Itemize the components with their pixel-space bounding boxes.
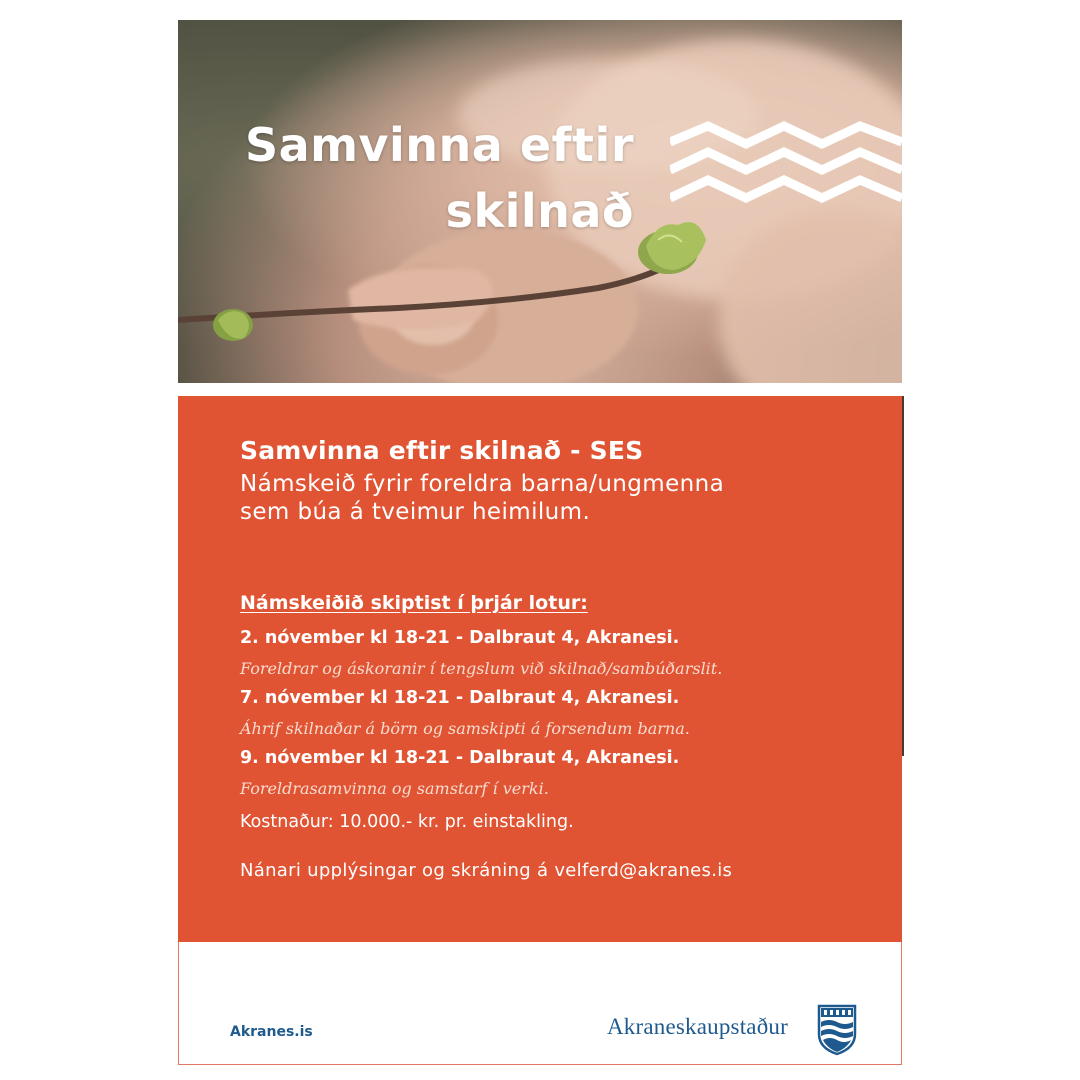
session-1-date: 2. nóvember kl 18-21 - Dalbraut 4, Akranesi. — [240, 628, 680, 648]
akranes-crest-icon — [817, 1004, 857, 1056]
session-3-date: 9. nóvember kl 18-21 - Dalbraut 4, Akranesi. — [240, 748, 680, 768]
course-title: Samvinna eftir skilnað - SES — [240, 436, 644, 465]
session-3-description: Foreldrasamvinna og samstarf í verki. — [240, 779, 549, 798]
hero-title-line1: Samvinna eftir — [244, 118, 634, 172]
course-info-panel — [178, 396, 902, 942]
course-subtitle-line2: sem búa á tveimur heimilum. — [240, 499, 591, 525]
session-1-description: Foreldrar og áskoranir í tengslum við skilnað/sambúðarslit. — [240, 659, 723, 678]
brand-name: Akraneskaupstaður — [607, 1014, 788, 1039]
hero-title — [245, 112, 634, 244]
zigzag-wave-icon — [670, 120, 902, 208]
panel-edge — [902, 396, 904, 756]
session-2-description: Áhrif skilnaðar á börn og samskipti á forsendum barna. — [240, 719, 690, 738]
registration-info: Nánari upplýsingar og skráning á velferd@akranes.is — [240, 860, 733, 881]
bud-small — [213, 309, 253, 341]
footer — [178, 942, 902, 1065]
website-link[interactable]: Akranes.is — [230, 1024, 313, 1040]
hero-title-line2: skilnað — [445, 184, 634, 238]
poster — [178, 20, 902, 1066]
course-subtitle-line1: Námskeið fyrir foreldra barna/ungmenna — [240, 471, 725, 497]
hero-image — [178, 20, 902, 383]
course-subtitle — [240, 470, 724, 526]
schedule-heading: Námskeiðið skiptist í þrjár lotur: — [240, 592, 588, 614]
session-2-date: 7. nóvember kl 18-21 - Dalbraut 4, Akranesi. — [240, 688, 680, 708]
course-cost: Kostnaður: 10.000.- kr. pr. einstakling. — [240, 812, 574, 832]
